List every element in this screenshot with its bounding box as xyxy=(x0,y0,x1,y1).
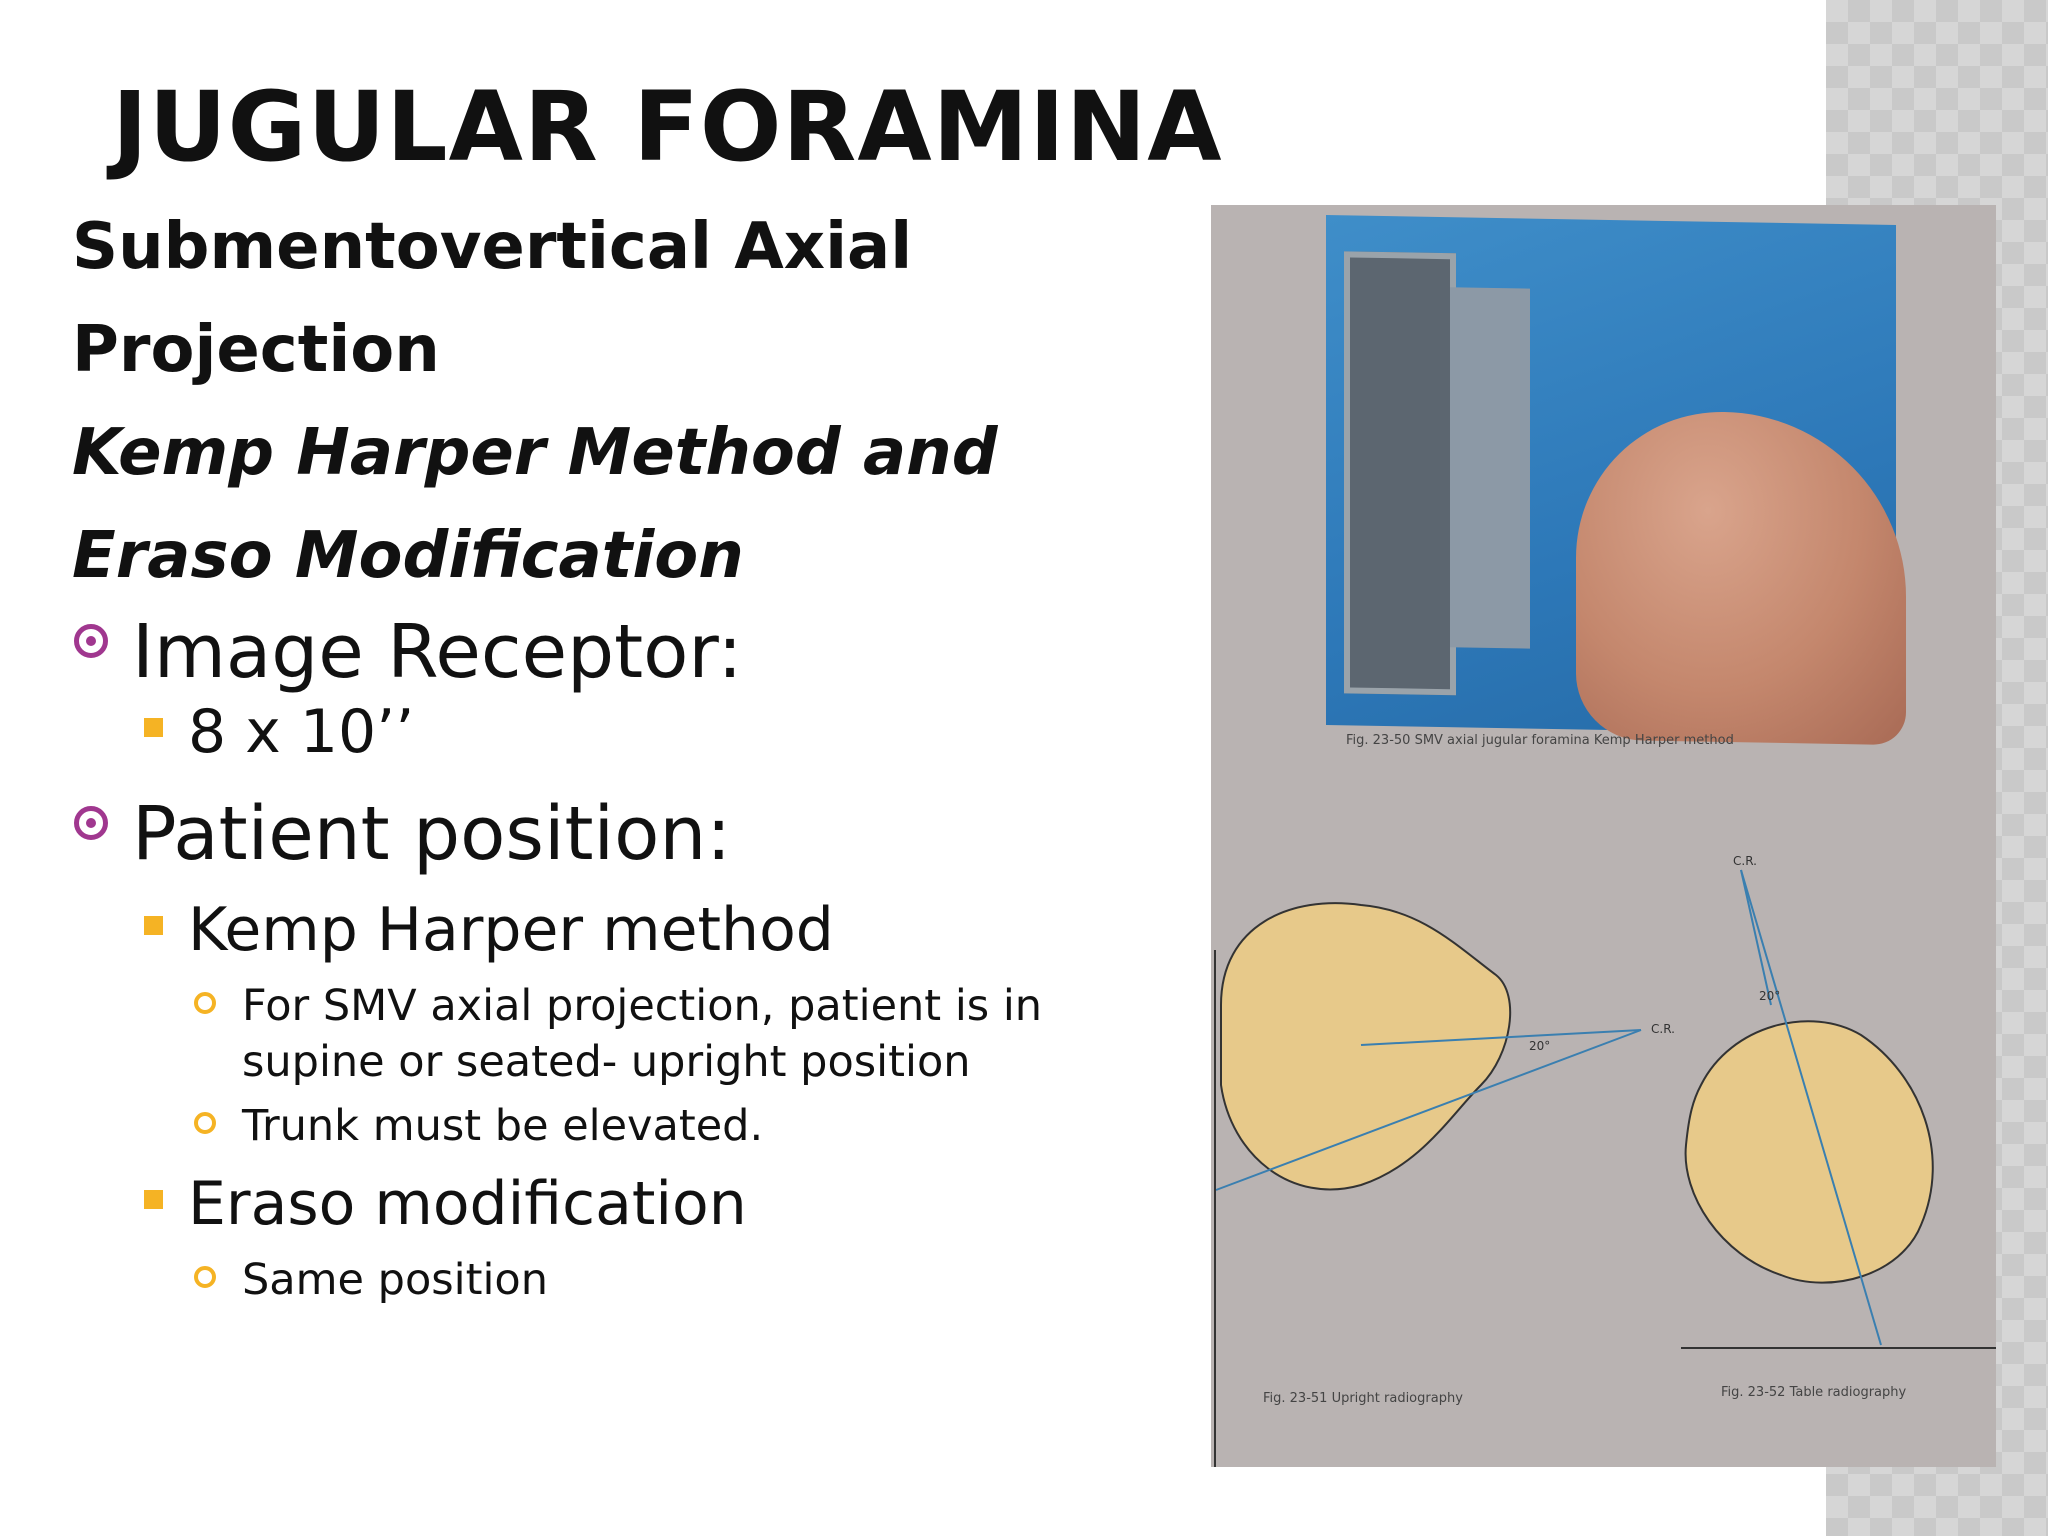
subtitle-line-2: Projection xyxy=(72,313,440,387)
textbook-figure-photo xyxy=(1211,205,1996,1467)
cr-label-left: C.R. xyxy=(1651,1022,1675,1036)
sub-bullet-kemp-harper xyxy=(72,892,1172,968)
sub-bullet-eraso xyxy=(72,1166,1172,1242)
sub-sub-bullet-kemp-2 xyxy=(72,1098,1172,1154)
circle-bullet-icon xyxy=(74,624,108,658)
bullet-list xyxy=(72,610,1172,1308)
sub-sub-bullet-eraso-1 xyxy=(72,1252,1172,1308)
slide-title: JUGULAR FORAMINA xyxy=(112,71,1223,183)
bullet-patient-position xyxy=(72,792,1172,876)
figure-caption-51: Fig. 23-51 Upright radiography xyxy=(1263,1391,1463,1406)
slide-subtitle xyxy=(72,196,1132,608)
bullet-image-receptor xyxy=(72,610,1172,694)
angle-label-left: 20° xyxy=(1529,1039,1551,1053)
skull-upright-diagram xyxy=(1215,903,1641,1467)
ring-bullet-icon xyxy=(194,1112,216,1134)
sub-bullet-receptor-size xyxy=(72,694,1172,770)
subtitle-line-1: Submentovertical Axial xyxy=(72,210,913,284)
circle-bullet-icon xyxy=(74,806,108,840)
ring-bullet-icon xyxy=(194,1266,216,1288)
square-bullet-icon xyxy=(144,1190,163,1209)
bullet-text: Trunk must be elevated. xyxy=(242,1101,764,1151)
square-bullet-icon xyxy=(144,718,163,737)
bullet-text: 8 x 10’’ xyxy=(188,697,415,767)
subtitle-italic-line-1: Kemp Harper Method and xyxy=(72,416,998,490)
ring-bullet-icon xyxy=(194,992,216,1014)
bullet-text: Same position xyxy=(242,1255,548,1305)
bullet-text: Patient position: xyxy=(132,791,732,877)
bullet-text: For SMV axial projection, patient is in supine or seated- upright position xyxy=(242,981,1043,1087)
figure-caption-52: Fig. 23-52 Table radiography xyxy=(1721,1385,1907,1400)
figure-caption-50: Fig. 23-50 SMV axial jugular foramina Kemp Harper method xyxy=(1346,733,1734,748)
bullet-text: Kemp Harper method xyxy=(188,895,834,965)
skull-table-diagram xyxy=(1681,870,1996,1348)
angle-label-right: 20° xyxy=(1759,989,1781,1003)
skull-diagrams xyxy=(1211,205,1996,1467)
bullet-text: Eraso modification xyxy=(188,1169,747,1239)
sub-sub-bullet-kemp-1 xyxy=(72,978,1172,1090)
cr-label-right: C.R. xyxy=(1733,854,1757,868)
subtitle-italic-line-2: Eraso Modification xyxy=(72,519,744,593)
bullet-text: Image Receptor: xyxy=(132,609,743,695)
square-bullet-icon xyxy=(144,916,163,935)
